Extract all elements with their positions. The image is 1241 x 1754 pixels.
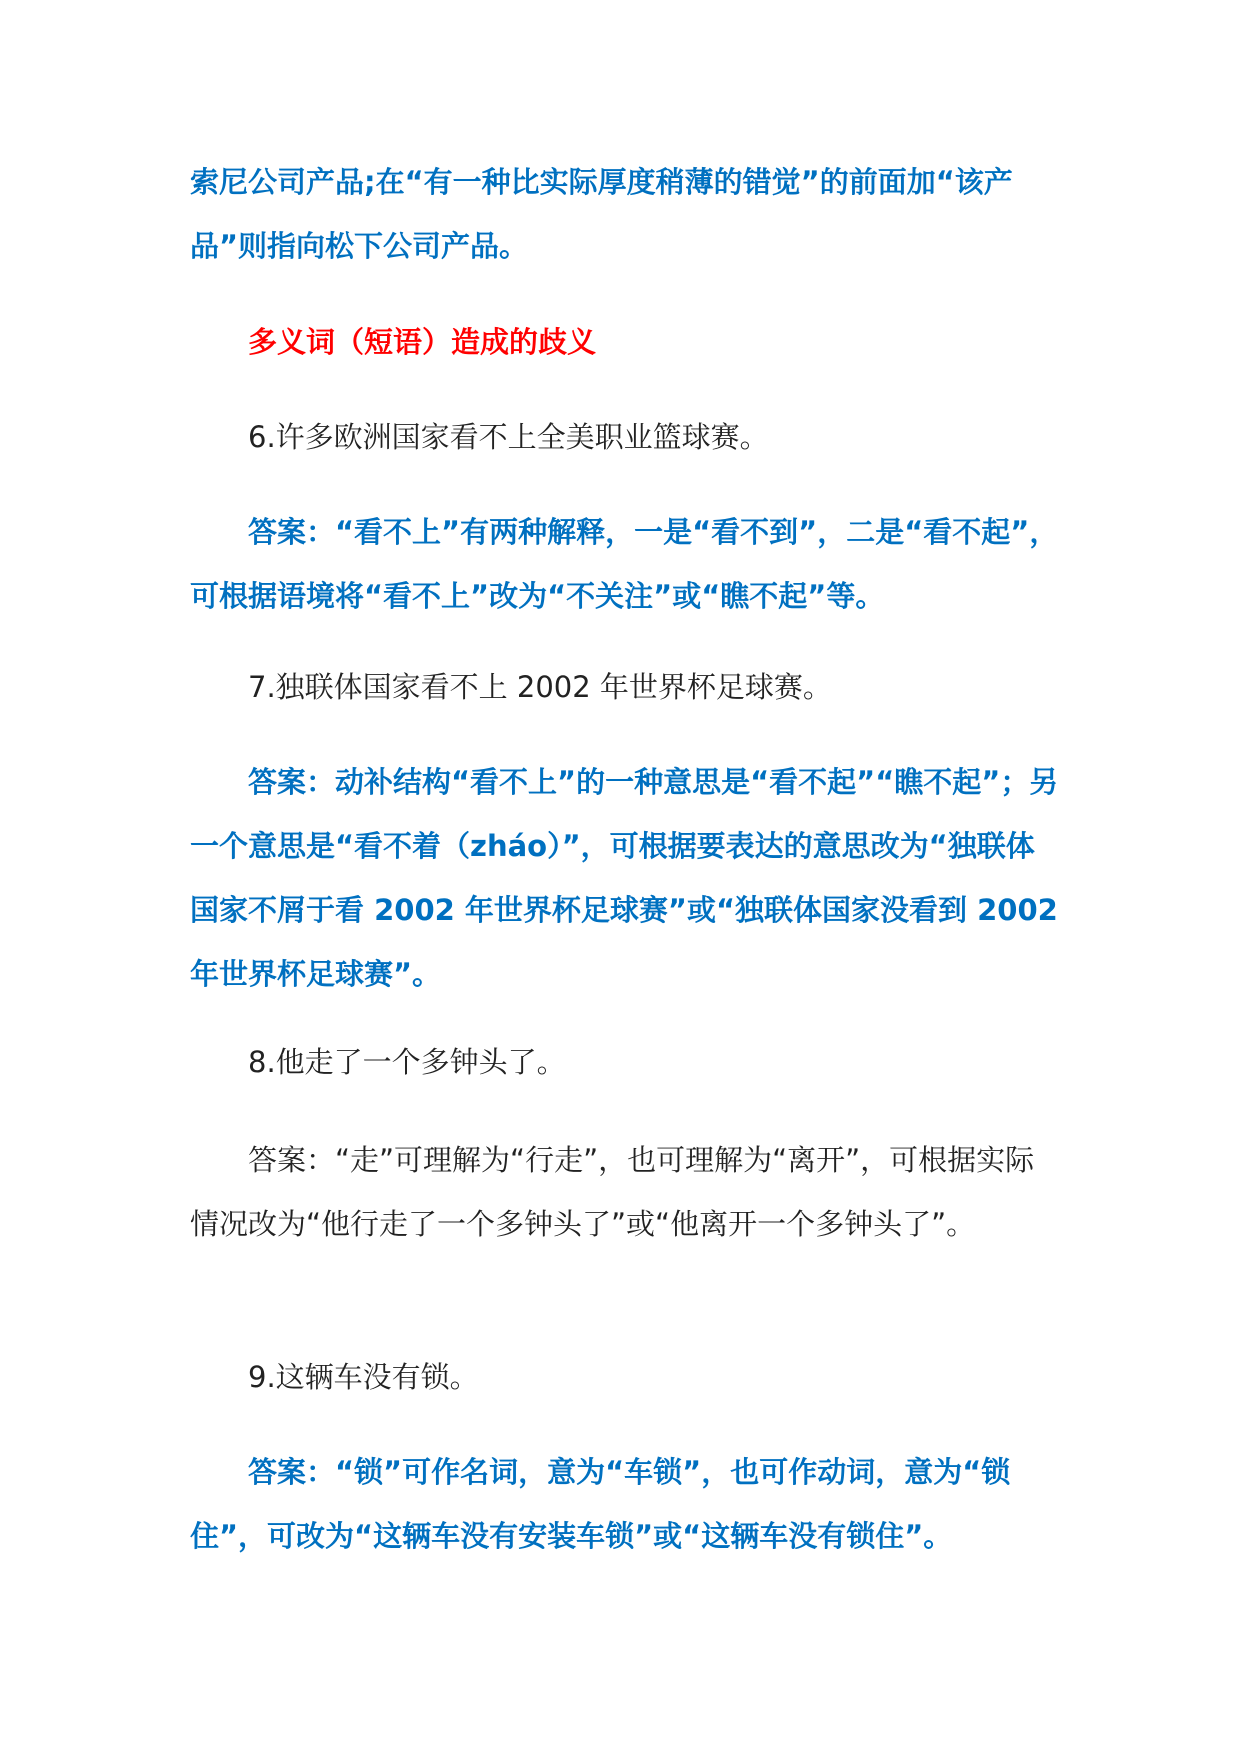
question-7: 7.独联体国家看不上 2002 年世界杯足球赛。 [248,670,832,704]
answer-6: 答案：“看不上”有两种解释，一是“看不到”，二是“看不起”，可根据语境将“看不上”改为“不关注”或“瞧不起”等。 [190,515,1059,613]
answer-8: 答案：“走”可理解为“行走”，也可理解为“离开”，可根据实际情况改为“他行走了一个多钟头了”或“他离开一个多钟头了”。 [190,1143,1035,1241]
question-9: 9.这辆车没有锁。 [248,1360,479,1394]
intro-paragraph: 索尼公司产品;在“有一种比实际厚度稍薄的错觉”的前面加“该产品”则指向松下公司产品。 [190,165,1013,263]
section-heading: 多义词（短语）造成的歧义 [248,325,597,359]
question-8: 8.他走了一个多钟头了。 [248,1045,566,1079]
question-6: 6.许多欧洲国家看不上全美职业篮球赛。 [248,420,769,454]
answer-9: 答案：“锁”可作名词，意为“车锁”，也可作动词，意为“锁住”，可改为“这辆车没有安装车锁”或“这辆车没有锁住”。 [190,1455,1011,1553]
answer-7: 答案：动补结构“看不上”的一种意思是“看不起”“瞧不起”；另一个意思是“看不着（zháo）”，可根据要表达的意思改为“独联体国家不屑于看 2002 年世界杯足球赛”或“独联体国家没看到 2002 年世界杯足球赛”。 [190,765,1059,991]
